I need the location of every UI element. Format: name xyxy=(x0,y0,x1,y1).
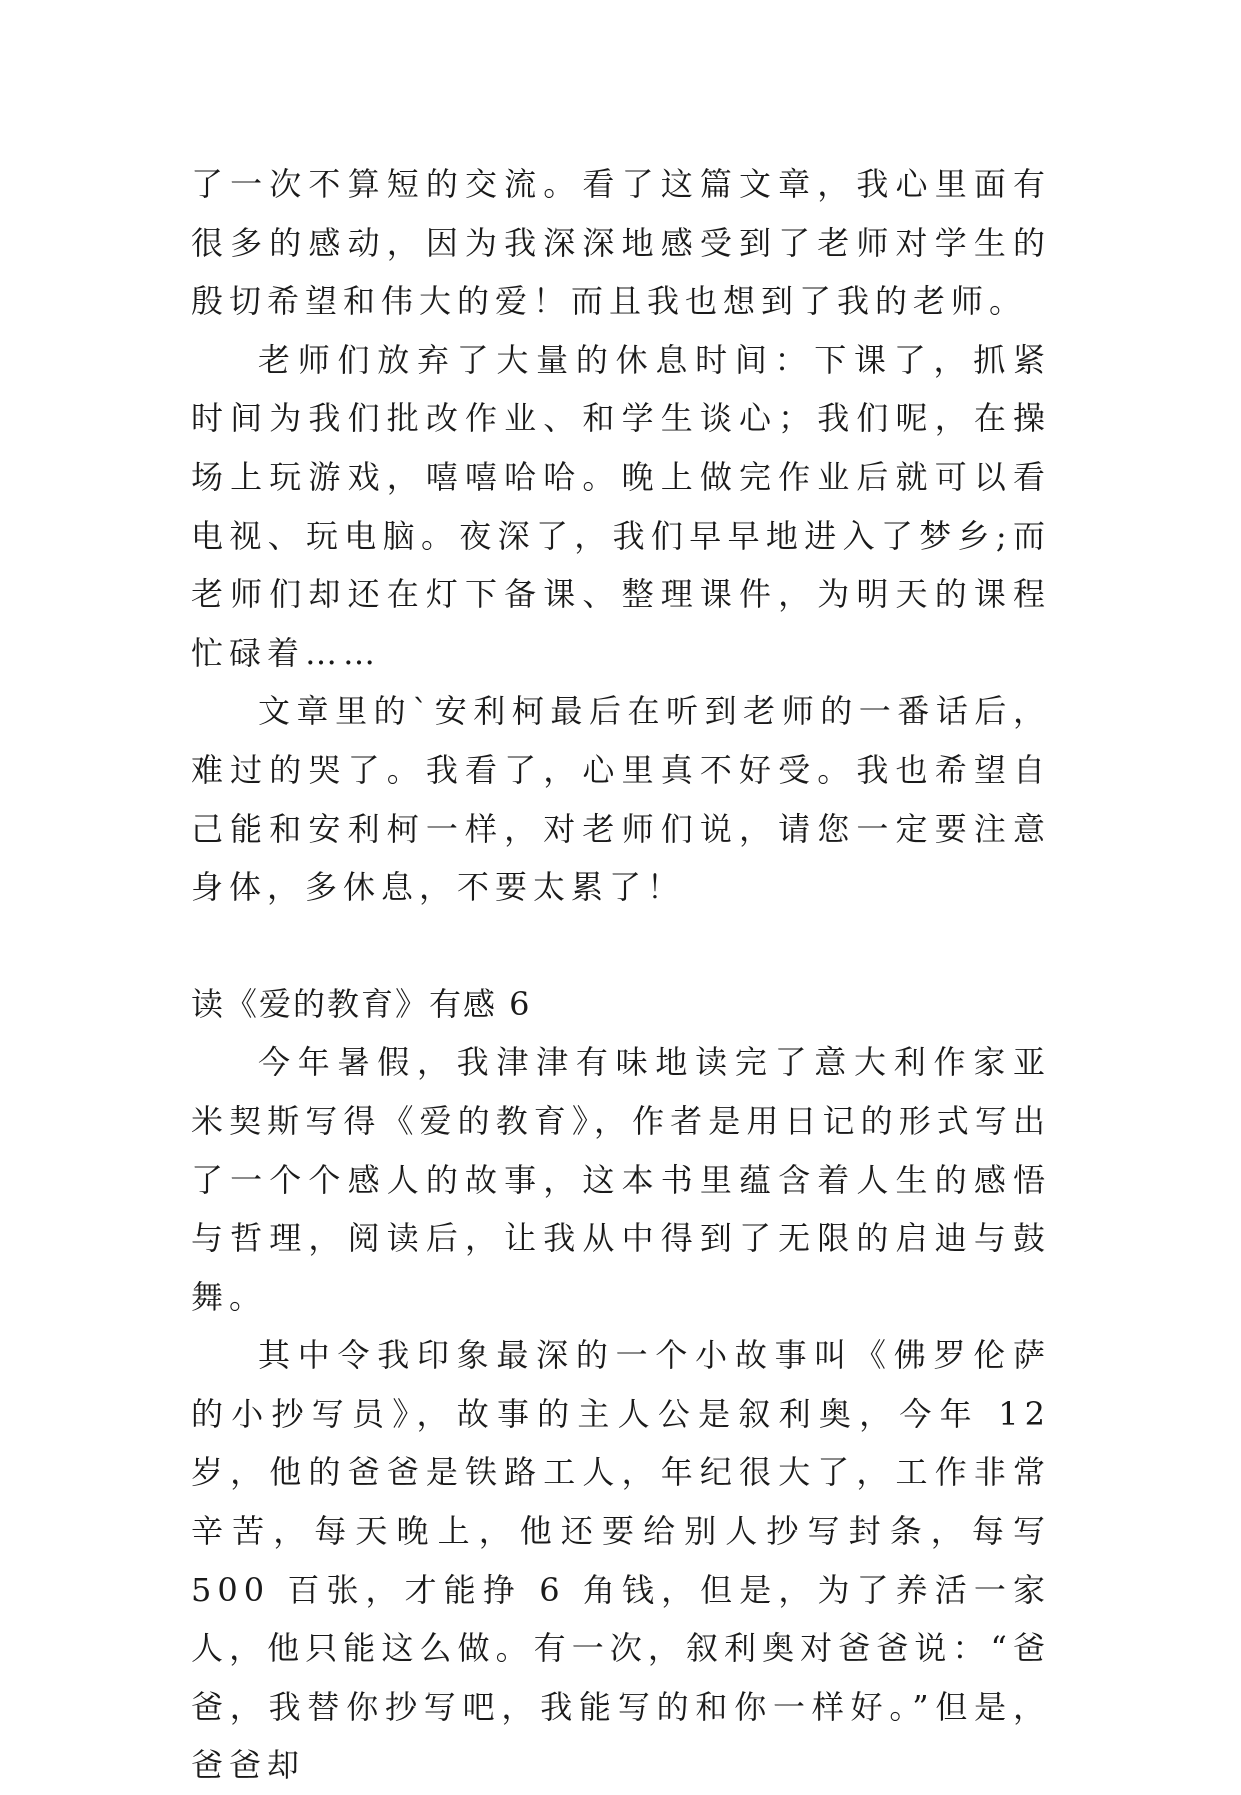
paragraph-enrico: 文章里的`安利柯最后在听到老师的一番话后，难过的哭了。我看了，心里真不好受。我也希望自己能和安利柯一样，对老师们说，请您一定要注意身体，多休息，不要太累了！ xyxy=(191,692,1051,907)
paragraph-teachers-rest: 老师们放弃了大量的休息时间：下课了，抓紧时间为我们批改作业、和学生谈心；我们呢，在操场上玩游戏，嘻嘻哈哈。晚上做完作业后就可以看电视、玩电脑。夜深了，我们早早地进入了梦乡;而老师们却还在灯下备课、整理课件，为明天的课程忙碌着…… xyxy=(191,340,1051,672)
paragraph-continued: 了一次不算短的交流。看了这篇文章，我心里面有很多的感动，因为我深深地感受到了老师对学生的殷切希望和伟大的爱！而且我也想到了我的老师。 xyxy=(191,165,1051,321)
section-title: 读《爱的教育》有感 6 xyxy=(191,984,532,1023)
document-page xyxy=(191,155,1051,1795)
paragraph-summer-reading: 今年暑假，我津津有味地读完了意大利作家亚米契斯写得《爱的教育》，作者是用日记的形式写出了一个个感人的故事，这本书里蕴含着人生的感悟与哲理，阅读后，让我从中得到了无限的启迪与鼓舞。 xyxy=(191,1043,1051,1316)
paragraph-florence-scribe: 其中令我印象最深的一个小故事叫《佛罗伦萨的小抄写员》，故事的主人公是叙利奥，今年 12 岁，他的爸爸是铁路工人，年纪很大了，工作非常辛苦，每天晚上，他还要给别人抄写封条，每写 500 百张，才能挣 6 角钱，但是，为了养活一家人，他只能这么做。有一次，叙利奥对爸爸说：“爸爸，我替你抄写吧，我能写的和你一样好。”但是，爸爸却 xyxy=(191,1336,1051,1785)
